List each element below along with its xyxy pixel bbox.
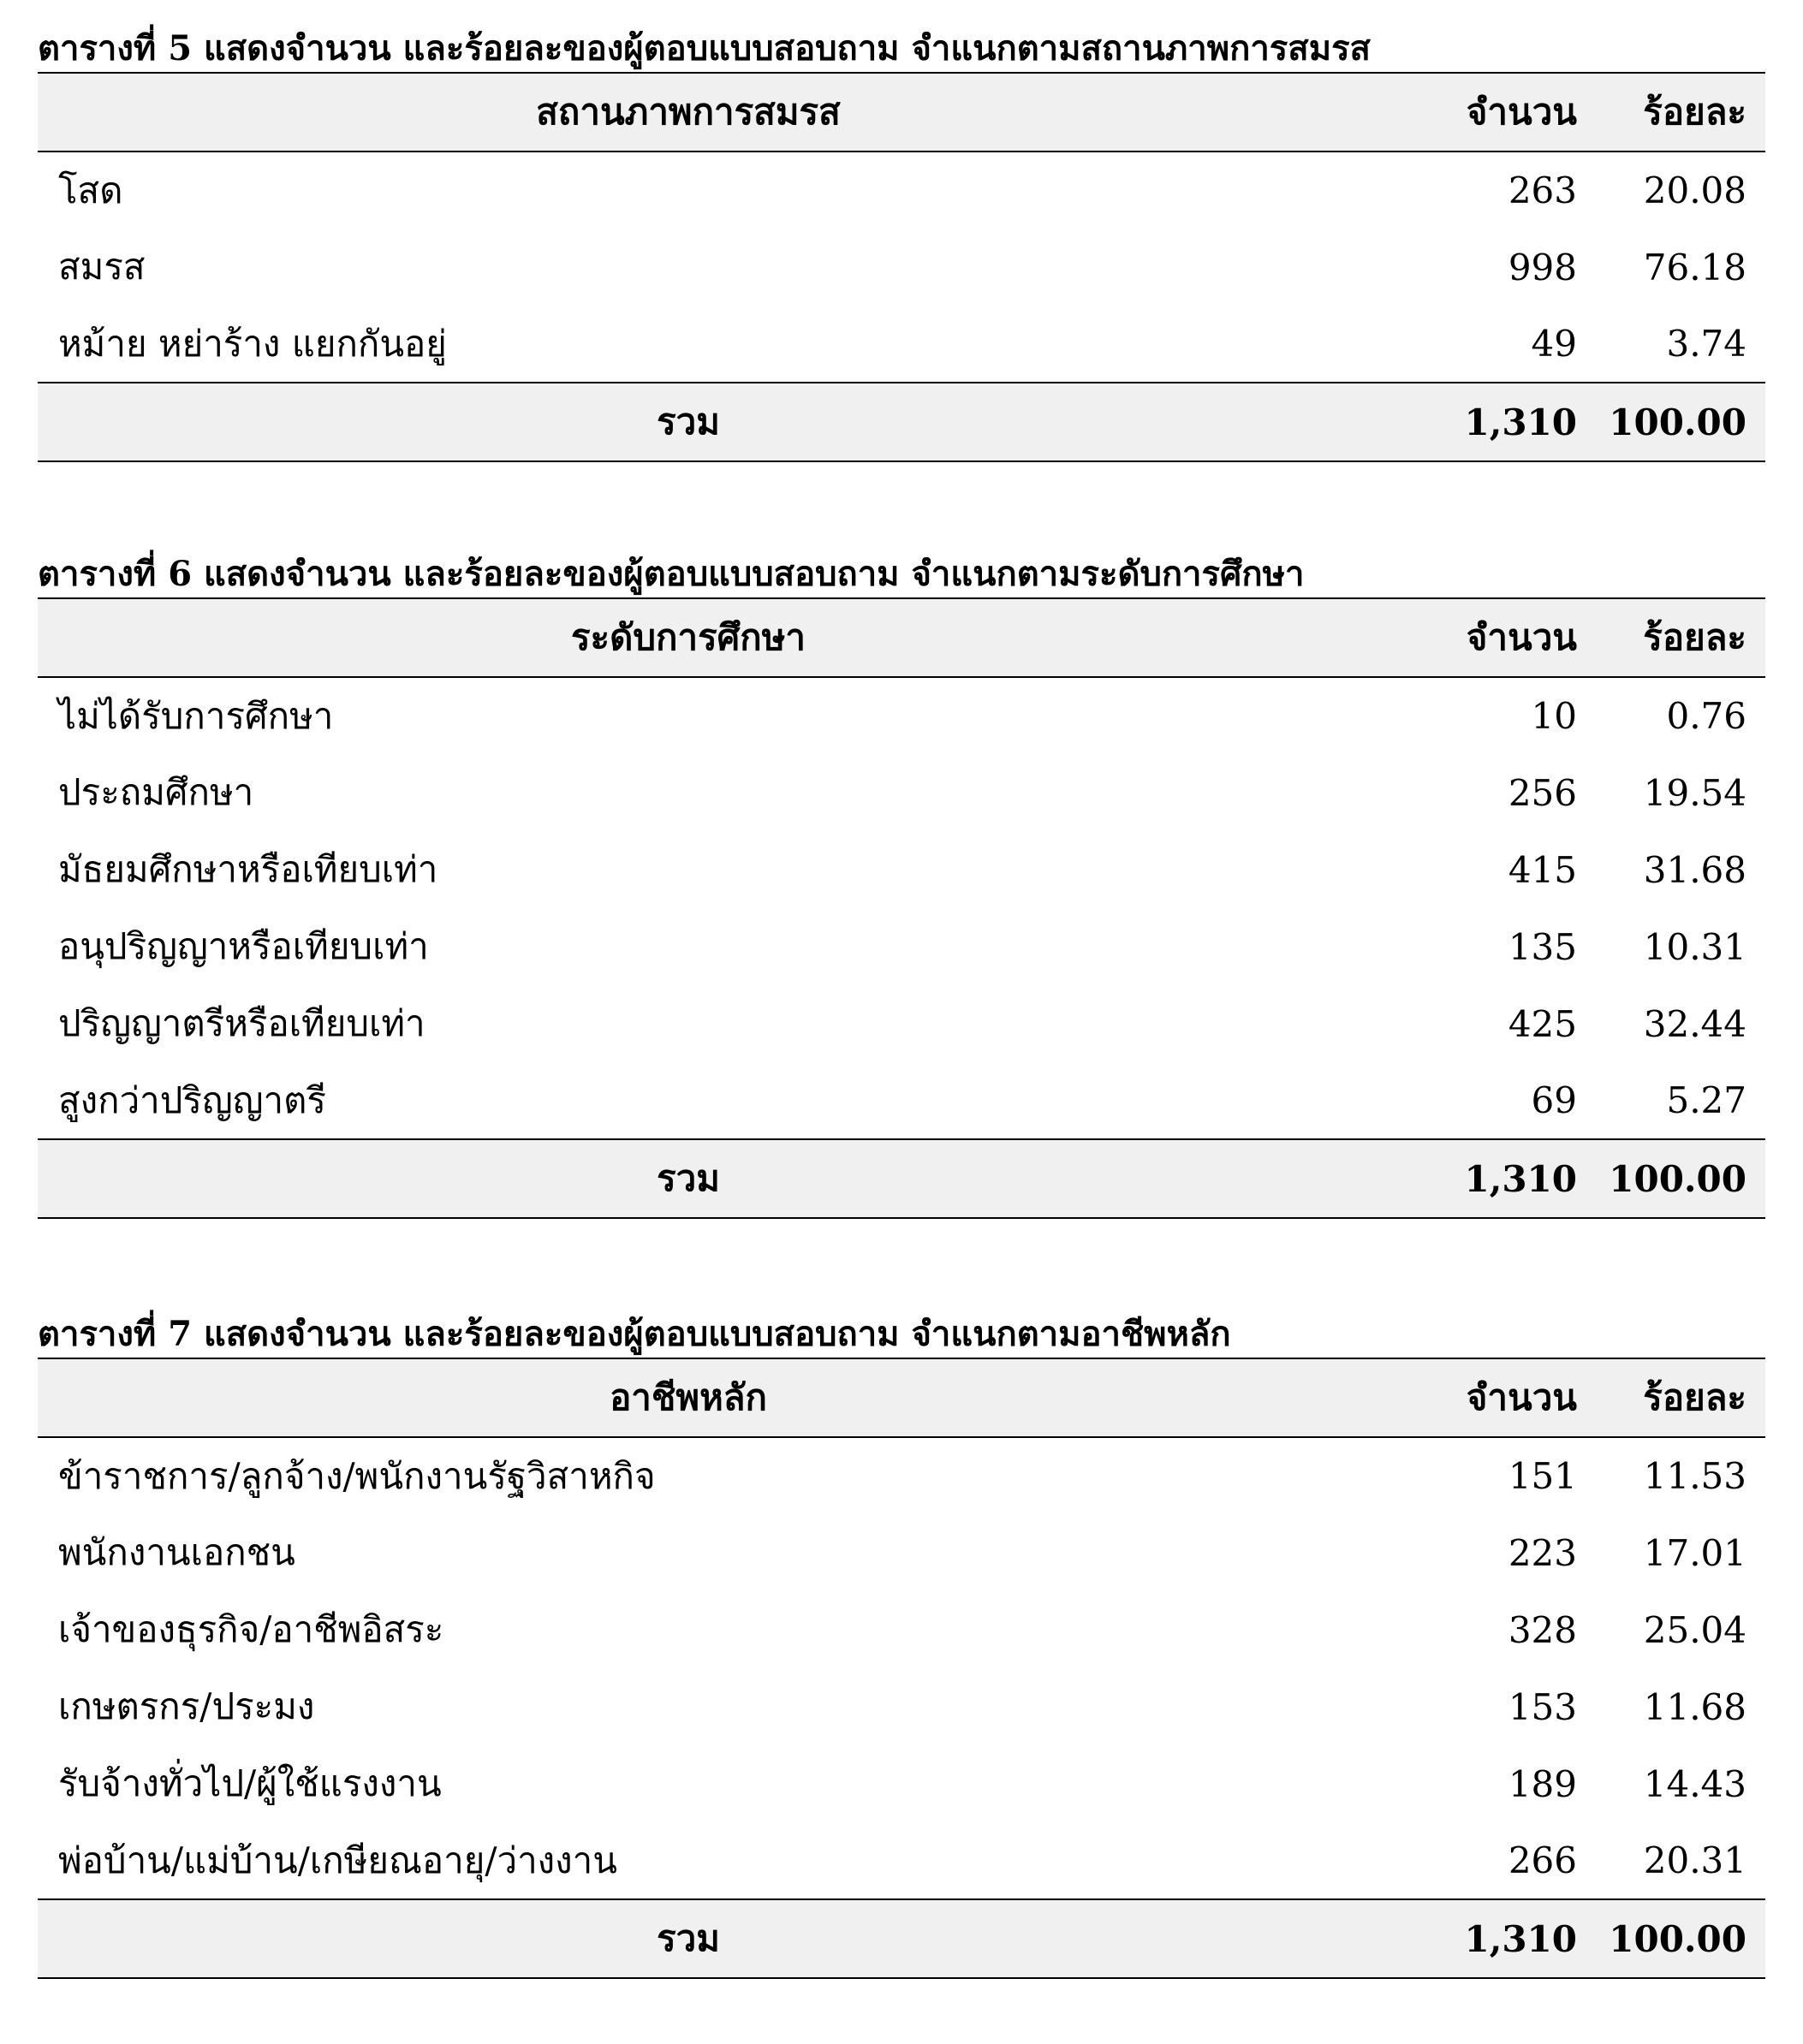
table-7	[38, 1358, 1765, 1979]
table-row	[38, 1437, 1765, 1514]
row-label: ปริญญาตรีหรือเทียบเท่า	[58, 1002, 425, 1044]
row-percent: 32.44	[1643, 1002, 1746, 1045]
total-label: รวม	[38, 1899, 1339, 1978]
row-label: เจ้าของธุรกิจ/อาชีพอิสระ	[58, 1608, 444, 1650]
row-label: ประถมศึกษา	[58, 771, 254, 813]
row-percent: 11.53	[1643, 1455, 1746, 1497]
row-percent: 25.04	[1643, 1608, 1746, 1651]
total-label: รวม	[38, 1139, 1339, 1218]
total-percent: 100.00	[1596, 383, 1765, 461]
row-percent: 17.01	[1643, 1531, 1746, 1574]
table-row	[38, 1668, 1765, 1745]
row-count: 151	[1508, 1455, 1577, 1497]
row-count: 49	[1531, 323, 1577, 365]
table-row	[38, 152, 1765, 229]
row-label: สูงกว่าปริญญาตรี	[58, 1078, 326, 1121]
row-label: ข้าราชการ/ลูกจ้าง/พนักงานรัฐวิสาหกิจ	[58, 1454, 656, 1497]
row-count: 10	[1531, 695, 1577, 737]
total-percent: 100.00	[1596, 1139, 1765, 1218]
table-row	[38, 1745, 1765, 1822]
row-count: 266	[1508, 1839, 1577, 1881]
row-label: มัธยมศึกษาหรือเทียบเท่า	[58, 848, 438, 890]
header-percent: ร้อยละ	[1596, 1358, 1765, 1437]
row-label: พ่อบ้าน/แม่บ้าน/เกษียณอายุ/ว่างงาน	[58, 1839, 617, 1881]
table-header-row	[38, 598, 1765, 677]
total-count: 1,310	[1339, 1899, 1596, 1978]
row-count: 256	[1508, 771, 1577, 814]
row-label: พนักงานเอกชน	[58, 1531, 295, 1573]
header-count: จำนวน	[1339, 73, 1596, 152]
table-row	[38, 908, 1765, 985]
header-label: สถานภาพการสมรส	[38, 73, 1339, 152]
table-5	[38, 72, 1765, 462]
table-header-row	[38, 1358, 1765, 1437]
row-percent: 11.68	[1643, 1685, 1746, 1728]
row-percent: 19.54	[1643, 771, 1746, 814]
total-label: รวม	[38, 383, 1339, 461]
header-percent: ร้อยละ	[1596, 73, 1765, 152]
header-label: ระดับการศึกษา	[38, 598, 1339, 677]
row-percent: 14.43	[1643, 1762, 1746, 1805]
row-count: 153	[1508, 1685, 1577, 1728]
header-count: จำนวน	[1339, 598, 1596, 677]
row-count: 328	[1508, 1608, 1577, 1651]
row-percent: 0.76	[1666, 695, 1746, 737]
table-row	[38, 677, 1765, 754]
table-row	[38, 1822, 1765, 1899]
table-row	[38, 754, 1765, 831]
table-header-row	[38, 73, 1765, 152]
row-percent: 31.68	[1643, 848, 1746, 891]
table-6	[38, 597, 1765, 1219]
table-row	[38, 985, 1765, 1062]
row-percent: 10.31	[1643, 925, 1746, 968]
row-label: สมรส	[58, 246, 146, 288]
table-7-block	[38, 1311, 1765, 1979]
row-label: รับจ้างทั่วไป/ผู้ใช้แรงงาน	[58, 1762, 442, 1804]
row-count: 135	[1508, 925, 1577, 968]
table-6-caption: ตารางที่ 6 แสดงจำนวน และร้อยละของผู้ตอบแบบสอบถาม จำแนกตามระดับการศึกษา	[38, 554, 1305, 594]
table-5-block	[38, 26, 1765, 462]
row-percent: 20.08	[1643, 169, 1746, 211]
total-count: 1,310	[1339, 1139, 1596, 1218]
row-label: เกษตรกร/ประมง	[58, 1685, 315, 1727]
row-count: 69	[1531, 1079, 1577, 1121]
row-count: 415	[1508, 848, 1577, 891]
row-label: โสด	[58, 169, 123, 211]
row-count: 263	[1508, 169, 1577, 211]
total-count: 1,310	[1339, 383, 1596, 461]
row-count: 223	[1508, 1531, 1577, 1574]
header-label: อาชีพหลัก	[38, 1358, 1339, 1437]
header-percent: ร้อยละ	[1596, 598, 1765, 677]
table-row	[38, 229, 1765, 306]
row-label: หม้าย หย่าร้าง แยกกันอยู่	[58, 322, 447, 365]
row-percent: 20.31	[1643, 1839, 1746, 1881]
table-row	[38, 1514, 1765, 1591]
table-row	[38, 1591, 1765, 1668]
row-label: อนุปริญญาหรือเทียบเท่า	[58, 925, 429, 967]
row-percent: 5.27	[1666, 1079, 1746, 1121]
row-count: 189	[1508, 1762, 1577, 1805]
table-row	[38, 831, 1765, 908]
header-count: จำนวน	[1339, 1358, 1596, 1437]
row-percent: 76.18	[1643, 246, 1746, 288]
row-count: 425	[1508, 1002, 1577, 1045]
row-count: 998	[1508, 246, 1577, 288]
table-5-caption: ตารางที่ 5 แสดงจำนวน และร้อยละของผู้ตอบแบบสอบถาม จำแนกตามสถานภาพการสมรส	[38, 28, 1371, 68]
table-7-caption: ตารางที่ 7 แสดงจำนวน และร้อยละของผู้ตอบแบบสอบถาม จำแนกตามอาชีพหลัก	[38, 1314, 1231, 1354]
table-6-block	[38, 551, 1765, 1219]
table-row	[38, 306, 1765, 383]
row-label: ไม่ได้รับการศึกษา	[58, 694, 334, 737]
total-row	[38, 1899, 1765, 1978]
table-row	[38, 1062, 1765, 1139]
row-percent: 3.74	[1666, 323, 1746, 365]
total-row	[38, 1139, 1765, 1218]
total-percent: 100.00	[1596, 1899, 1765, 1978]
total-row	[38, 383, 1765, 461]
